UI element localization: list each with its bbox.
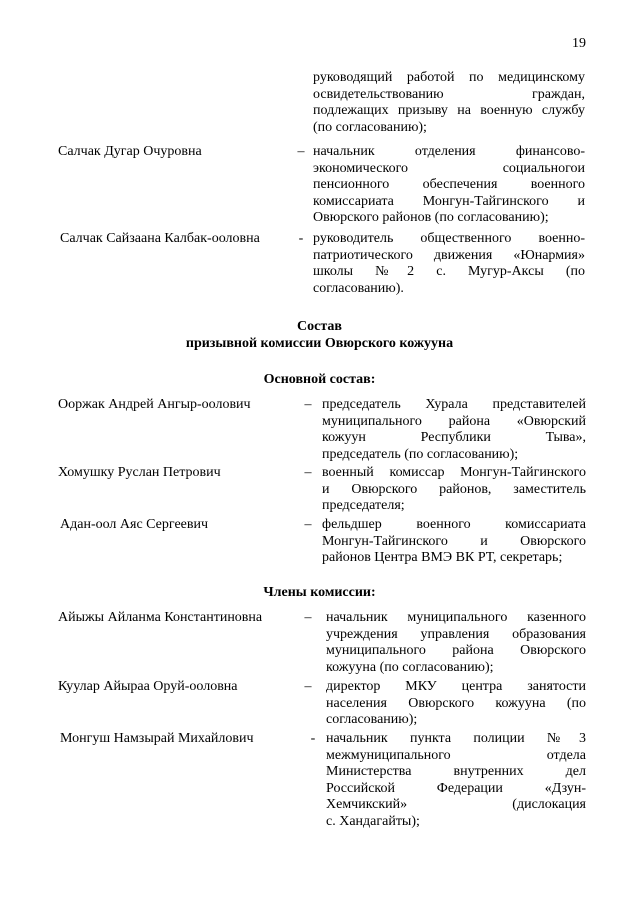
desc-line: руководитель общественного военно- [313, 231, 585, 246]
desc-line: экономического социальногои [313, 160, 585, 176]
desc-line: председатель (по согласованию); [322, 446, 519, 462]
commission-members-heading: Члены комиссии: [263, 585, 376, 600]
member-role [313, 231, 585, 297]
desc-line: Овюрского районов (по согласованию); [313, 210, 549, 226]
member-name: Айыжы Айланма Константиновна [58, 610, 263, 625]
member-role [322, 517, 586, 567]
desc-line: учреждения управления образования [326, 626, 586, 642]
desc-line: (по согласованию); [313, 119, 427, 135]
desc-line: согласованию). [313, 280, 404, 296]
member-role [322, 397, 586, 463]
member-role [326, 731, 586, 831]
section-subtitle: призывной комиссии Овюрского кожууна [185, 336, 454, 351]
desc-line: подлежащих призыву на военную службу [313, 103, 585, 119]
member-name: Салчак Дугар Очуровна [58, 144, 202, 159]
desc-line: начальник муниципального казенного [326, 610, 586, 625]
dash: – [304, 465, 312, 480]
desc-line: пенсионного обеспечения военного [313, 177, 585, 193]
desc-line: кожууна (по согласованию); [326, 659, 494, 675]
desc-line: муниципального района Овюрского [326, 643, 586, 659]
desc-line: освидетельствованию граждан, [313, 86, 585, 102]
member-name: Салчак Сайзаана Калбак-ооловна [60, 231, 260, 246]
desc-line: комиссариата Монгун-Тайгинского и [313, 193, 585, 209]
desc-line: председатель Хурала представителей [322, 397, 586, 412]
desc-line: фельдшер военного комиссариата [322, 517, 586, 532]
continuation-block [313, 70, 585, 136]
desc-line: председателя; [322, 498, 405, 514]
desc-line: директор МКУ центра занятости [326, 679, 586, 694]
page-number: 19 [572, 36, 586, 51]
desc-line: Монгун-Тайгинского и Овюрского [322, 533, 586, 549]
section-title: Состав [297, 319, 342, 334]
member-role [326, 610, 586, 676]
desc-line: Хемчикский» (дислокация [326, 797, 586, 813]
desc-line: согласованию); [326, 712, 418, 728]
member-name: Адан-оол Аяс Сергеевич [60, 517, 209, 532]
desc-line: населения Овюрского кожууна (по [326, 695, 586, 711]
member-name: Куулар Айыраа Оруй-ооловна [58, 679, 238, 694]
desc-line: и Овюрского районов, заместитель [322, 481, 586, 497]
desc-line: школы №2 с. Мугур-Аксы (по [313, 264, 585, 280]
desc-line: военный комиссар Монгун-Тайгинского [322, 465, 586, 480]
dash: – [304, 397, 312, 412]
desc-line: межмуниципального отдела [326, 747, 586, 763]
main-composition-heading: Основной состав: [263, 372, 376, 387]
desc-line: муниципального района «Овюрский [322, 413, 586, 429]
member-name: Монгуш Намзырай Михайлович [60, 731, 254, 746]
member-role [322, 465, 586, 515]
desc-line: районов Центра ВМЭ ВК РТ, секретарь; [322, 550, 563, 566]
desc-line: кожуун Республики Тыва», [322, 430, 586, 446]
desc-line: Министерства внутренних дел [326, 764, 586, 780]
desc-line: руководящий работой по медицинскому [313, 70, 585, 85]
dash: – [304, 679, 312, 694]
member-role [313, 144, 585, 227]
desc-line: патриотического движения «Юнармия» [313, 247, 585, 263]
dash: - [298, 231, 304, 246]
dash: – [297, 144, 305, 159]
dash: – [304, 610, 312, 625]
desc-line: начальник пункта полиции №3 [326, 731, 586, 746]
desc-line: Российской Федерации «Дзун- [326, 780, 586, 796]
dash: - [310, 731, 316, 746]
dash: – [304, 517, 312, 532]
member-name: Ооржак Андрей Ангыр-оолович [58, 397, 251, 412]
desc-line: с. Хандагайты); [326, 813, 420, 829]
member-name: Хомушку Руслан Петрович [58, 465, 221, 480]
desc-line: начальник отделения финансово- [313, 144, 585, 159]
member-role [326, 679, 586, 729]
